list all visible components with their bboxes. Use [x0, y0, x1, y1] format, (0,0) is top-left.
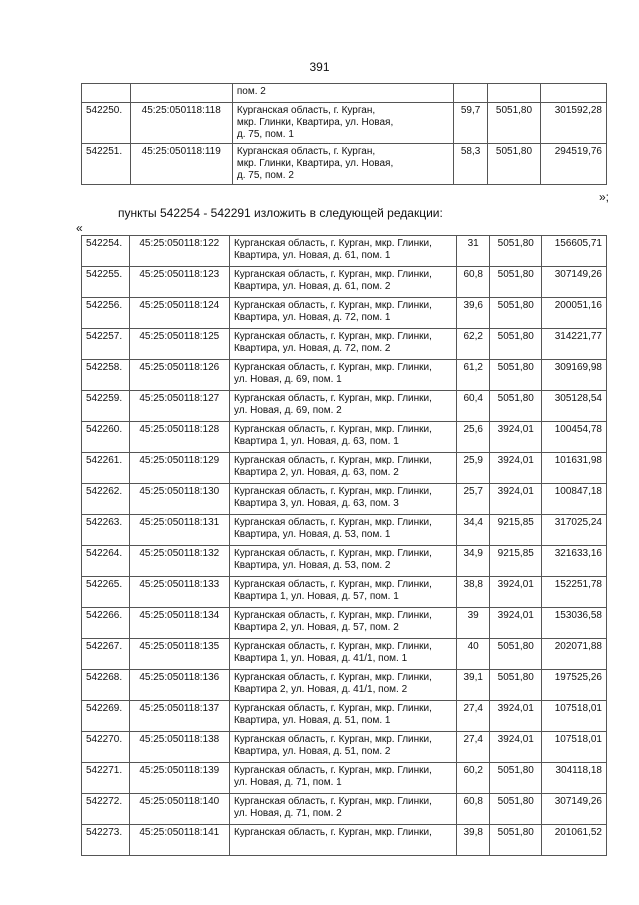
cadastral-number-cell: 45:25:050118:134 — [129, 608, 229, 639]
table-row — [82, 298, 607, 329]
price-per-unit-cell: 5051,80 — [490, 391, 542, 422]
price-per-unit-cell: 5051,80 — [490, 670, 542, 701]
area-cell: 60,2 — [456, 763, 489, 794]
cadastral-number-cell: 45:25:050118:140 — [129, 794, 229, 825]
table-row — [82, 329, 607, 360]
address-cell: Курганская область, г. Курган, мкр. Глинки, — [229, 825, 456, 856]
area-cell: 39 — [456, 608, 489, 639]
table-row — [82, 577, 607, 608]
area-cell: 60,4 — [456, 391, 489, 422]
row-number-cell: 542267. — [82, 639, 130, 670]
address-cell: Курганская область, г. Курган, мкр. Глинки, ул. Новая, д. 69, пом. 1 — [229, 360, 456, 391]
cadastral-number-cell: 45:25:050118:127 — [129, 391, 229, 422]
total-value-cell: 294519,76 — [540, 144, 606, 185]
address-cell: Курганская область, г. Курган, мкр. Глинки, Квартира 1, ул. Новая, д. 41/1, пом. 1 — [229, 639, 456, 670]
cadastral-number-cell: 45:25:050118:130 — [129, 484, 229, 515]
address-cell: Курганская область, г. Курган, мкр. Глинки, Квартира, ул. Новая, д. 51, пом. 2 — [229, 732, 456, 763]
opening-quote: « — [76, 221, 83, 235]
cadastral-number-cell: 45:25:050118:137 — [129, 701, 229, 732]
row-number-cell: 542260. — [82, 422, 130, 453]
area-cell: 34,9 — [456, 546, 489, 577]
address-cell: Курганская область, г. Курган, мкр. Глинки, Квартира, ул. Новая, д. 72, пом. 2 — [229, 329, 456, 360]
total-value-cell: 202071,88 — [542, 639, 607, 670]
top-table — [81, 83, 607, 185]
row-number-cell: 542272. — [82, 794, 130, 825]
price-per-unit-cell: 5051,80 — [488, 144, 541, 185]
table-row — [82, 825, 607, 856]
table-row — [82, 103, 607, 144]
address-cell: Курганская область, г. Курган, мкр. Глинки, Квартира 1, ул. Новая, д. 57, пом. 1 — [229, 577, 456, 608]
price-per-unit-cell: 3924,01 — [490, 422, 542, 453]
cadastral-number-cell — [130, 84, 232, 103]
table-row — [82, 422, 607, 453]
table-row — [82, 639, 607, 670]
price-per-unit-cell: 3924,01 — [490, 577, 542, 608]
address-cell: Курганская область, г. Курган, мкр. Глинки, Квартира, ул. Новая, д. 53, пом. 1 — [229, 515, 456, 546]
total-value-cell: 152251,78 — [542, 577, 607, 608]
row-number-cell: 542255. — [82, 267, 130, 298]
price-per-unit-cell: 5051,80 — [490, 236, 542, 267]
total-value-cell: 156605,71 — [542, 236, 607, 267]
row-number-cell: 542258. — [82, 360, 130, 391]
row-number-cell — [82, 84, 131, 103]
price-per-unit-cell: 5051,80 — [490, 639, 542, 670]
total-value-cell: 200051,16 — [542, 298, 607, 329]
price-per-unit-cell: 9215,85 — [490, 515, 542, 546]
price-per-unit-cell: 5051,80 — [490, 267, 542, 298]
row-number-cell: 542268. — [82, 670, 130, 701]
price-per-unit-cell: 5051,80 — [490, 763, 542, 794]
total-value-cell: 100847,18 — [542, 484, 607, 515]
total-value-cell: 100454,78 — [542, 422, 607, 453]
price-per-unit-cell: 9215,85 — [490, 546, 542, 577]
cadastral-number-cell: 45:25:050118:124 — [129, 298, 229, 329]
price-per-unit-cell: 3924,01 — [490, 608, 542, 639]
area-cell: 38,8 — [456, 577, 489, 608]
cadastral-number-cell: 45:25:050118:135 — [129, 639, 229, 670]
cadastral-number-cell: 45:25:050118:119 — [130, 144, 232, 185]
price-per-unit-cell: 5051,80 — [490, 329, 542, 360]
address-cell: Курганская область, г. Курган, мкр. Глинки, ул. Новая, д. 71, пом. 1 — [229, 763, 456, 794]
cadastral-number-cell: 45:25:050118:136 — [129, 670, 229, 701]
row-number-cell: 542266. — [82, 608, 130, 639]
cadastral-number-cell: 45:25:050118:132 — [129, 546, 229, 577]
address-cell: Курганская область, г. Курган, мкр. Глинки, Квартира, ул. Новая, д. 75, пом. 1 — [232, 103, 453, 144]
price-per-unit-cell: 3924,01 — [490, 484, 542, 515]
row-number-cell: 542269. — [82, 701, 130, 732]
page-number: 391 — [309, 60, 330, 74]
area-cell: 60,8 — [456, 267, 489, 298]
price-per-unit-cell: 3924,01 — [490, 453, 542, 484]
area-cell: 40 — [456, 639, 489, 670]
row-number-cell: 542271. — [82, 763, 130, 794]
instruction-text: пункты 542254 - 542291 изложить в следующей редакции: — [118, 206, 443, 220]
total-value-cell: 107518,01 — [542, 732, 607, 763]
area-cell: 25,6 — [456, 422, 489, 453]
total-value-cell: 153036,58 — [542, 608, 607, 639]
cadastral-number-cell: 45:25:050118:126 — [129, 360, 229, 391]
cadastral-number-cell: 45:25:050118:138 — [129, 732, 229, 763]
row-number-cell: 542270. — [82, 732, 130, 763]
total-value-cell: 304118,18 — [542, 763, 607, 794]
area-cell: 27,4 — [456, 732, 489, 763]
area-cell: 58,3 — [454, 144, 488, 185]
address-cell: Курганская область, г. Курган, мкр. Глинки, Квартира 2, ул. Новая, д. 63, пом. 2 — [229, 453, 456, 484]
table-row — [82, 267, 607, 298]
address-cell: Курганская область, г. Курган, мкр. Глинки, Квартира, ул. Новая, д. 51, пом. 1 — [229, 701, 456, 732]
cadastral-number-cell: 45:25:050118:139 — [129, 763, 229, 794]
row-number-cell: 542265. — [82, 577, 130, 608]
address-cell: Курганская область, г. Курган, мкр. Глинки, Квартира, ул. Новая, д. 61, пом. 1 — [229, 236, 456, 267]
area-cell: 25,9 — [456, 453, 489, 484]
area-cell — [454, 84, 488, 103]
top-table-body — [82, 84, 607, 185]
main-table-body — [82, 236, 607, 856]
row-number-cell: 542262. — [82, 484, 130, 515]
price-per-unit-cell: 5051,80 — [488, 103, 541, 144]
cadastral-number-cell: 45:25:050118:131 — [129, 515, 229, 546]
total-value-cell: 201061,52 — [542, 825, 607, 856]
price-per-unit-cell: 3924,01 — [490, 701, 542, 732]
total-value-cell: 307149,26 — [542, 267, 607, 298]
table-row — [82, 515, 607, 546]
cadastral-number-cell: 45:25:050118:123 — [129, 267, 229, 298]
cadastral-number-cell: 45:25:050118:122 — [129, 236, 229, 267]
table-row — [82, 236, 607, 267]
cadastral-number-cell: 45:25:050118:129 — [129, 453, 229, 484]
total-value-cell: 317025,24 — [542, 515, 607, 546]
table-row — [82, 670, 607, 701]
price-per-unit-cell: 5051,80 — [490, 825, 542, 856]
row-number-cell: 542257. — [82, 329, 130, 360]
row-number-cell: 542256. — [82, 298, 130, 329]
area-cell: 39,6 — [456, 298, 489, 329]
area-cell: 25,7 — [456, 484, 489, 515]
area-cell: 34,4 — [456, 515, 489, 546]
row-number-cell: 542251. — [82, 144, 131, 185]
row-number-cell: 542250. — [82, 103, 131, 144]
address-cell: Курганская область, г. Курган, мкр. Глинки, Квартира 3, ул. Новая, д. 63, пом. 3 — [229, 484, 456, 515]
total-value-cell: 314221,77 — [542, 329, 607, 360]
table-row — [82, 546, 607, 577]
address-cell: Курганская область, г. Курган, мкр. Глинки, Квартира, ул. Новая, д. 72, пом. 1 — [229, 298, 456, 329]
area-cell: 59,7 — [454, 103, 488, 144]
total-value-cell: 197525,26 — [542, 670, 607, 701]
main-table — [81, 235, 607, 856]
price-per-unit-cell: 3924,01 — [490, 732, 542, 763]
cadastral-number-cell: 45:25:050118:125 — [129, 329, 229, 360]
table-row — [82, 701, 607, 732]
table-row — [82, 360, 607, 391]
closing-quote: »; — [598, 190, 609, 204]
table-row — [82, 794, 607, 825]
area-cell: 27,4 — [456, 701, 489, 732]
area-cell: 61,2 — [456, 360, 489, 391]
cadastral-number-cell: 45:25:050118:118 — [130, 103, 232, 144]
address-cell: Курганская область, г. Курган, мкр. Глинки, ул. Новая, д. 69, пом. 2 — [229, 391, 456, 422]
total-value-cell: 107518,01 — [542, 701, 607, 732]
address-cell: Курганская область, г. Курган, мкр. Глинки, Квартира, ул. Новая, д. 75, пом. 2 — [232, 144, 453, 185]
row-number-cell: 542264. — [82, 546, 130, 577]
table-row — [82, 732, 607, 763]
price-per-unit-cell: 5051,80 — [490, 794, 542, 825]
cadastral-number-cell: 45:25:050118:128 — [129, 422, 229, 453]
address-cell: Курганская область, г. Курган, мкр. Глинки, Квартира 2, ул. Новая, д. 57, пом. 2 — [229, 608, 456, 639]
cadastral-number-cell: 45:25:050118:133 — [129, 577, 229, 608]
total-value-cell — [540, 84, 606, 103]
price-per-unit-cell: 5051,80 — [490, 298, 542, 329]
area-cell: 60,8 — [456, 794, 489, 825]
area-cell: 62,2 — [456, 329, 489, 360]
price-per-unit-cell — [488, 84, 541, 103]
address-cell: Курганская область, г. Курган, мкр. Глинки, Квартира, ул. Новая, д. 53, пом. 2 — [229, 546, 456, 577]
total-value-cell: 305128,54 — [542, 391, 607, 422]
area-cell: 39,8 — [456, 825, 489, 856]
total-value-cell: 307149,26 — [542, 794, 607, 825]
table-row — [82, 453, 607, 484]
address-cell: Курганская область, г. Курган, мкр. Глинки, ул. Новая, д. 71, пом. 2 — [229, 794, 456, 825]
row-number-cell: 542259. — [82, 391, 130, 422]
row-number-cell: 542263. — [82, 515, 130, 546]
table-row — [82, 763, 607, 794]
table-row — [82, 391, 607, 422]
row-number-cell: 542261. — [82, 453, 130, 484]
row-number-cell: 542273. — [82, 825, 130, 856]
table-row — [82, 144, 607, 185]
area-cell: 39,1 — [456, 670, 489, 701]
address-cell: пом. 2 — [232, 84, 453, 103]
total-value-cell: 309169,98 — [542, 360, 607, 391]
total-value-cell: 301592,28 — [540, 103, 606, 144]
cadastral-number-cell: 45:25:050118:141 — [129, 825, 229, 856]
table-row — [82, 84, 607, 103]
table-row — [82, 608, 607, 639]
total-value-cell: 101631,98 — [542, 453, 607, 484]
address-cell: Курганская область, г. Курган, мкр. Глинки, Квартира 2, ул. Новая, д. 41/1, пом. 2 — [229, 670, 456, 701]
price-per-unit-cell: 5051,80 — [490, 360, 542, 391]
row-number-cell: 542254. — [82, 236, 130, 267]
address-cell: Курганская область, г. Курган, мкр. Глинки, Квартира 1, ул. Новая, д. 63, пом. 1 — [229, 422, 456, 453]
table-row — [82, 484, 607, 515]
total-value-cell: 321633,16 — [542, 546, 607, 577]
area-cell: 31 — [456, 236, 489, 267]
address-cell: Курганская область, г. Курган, мкр. Глинки, Квартира, ул. Новая, д. 61, пом. 2 — [229, 267, 456, 298]
